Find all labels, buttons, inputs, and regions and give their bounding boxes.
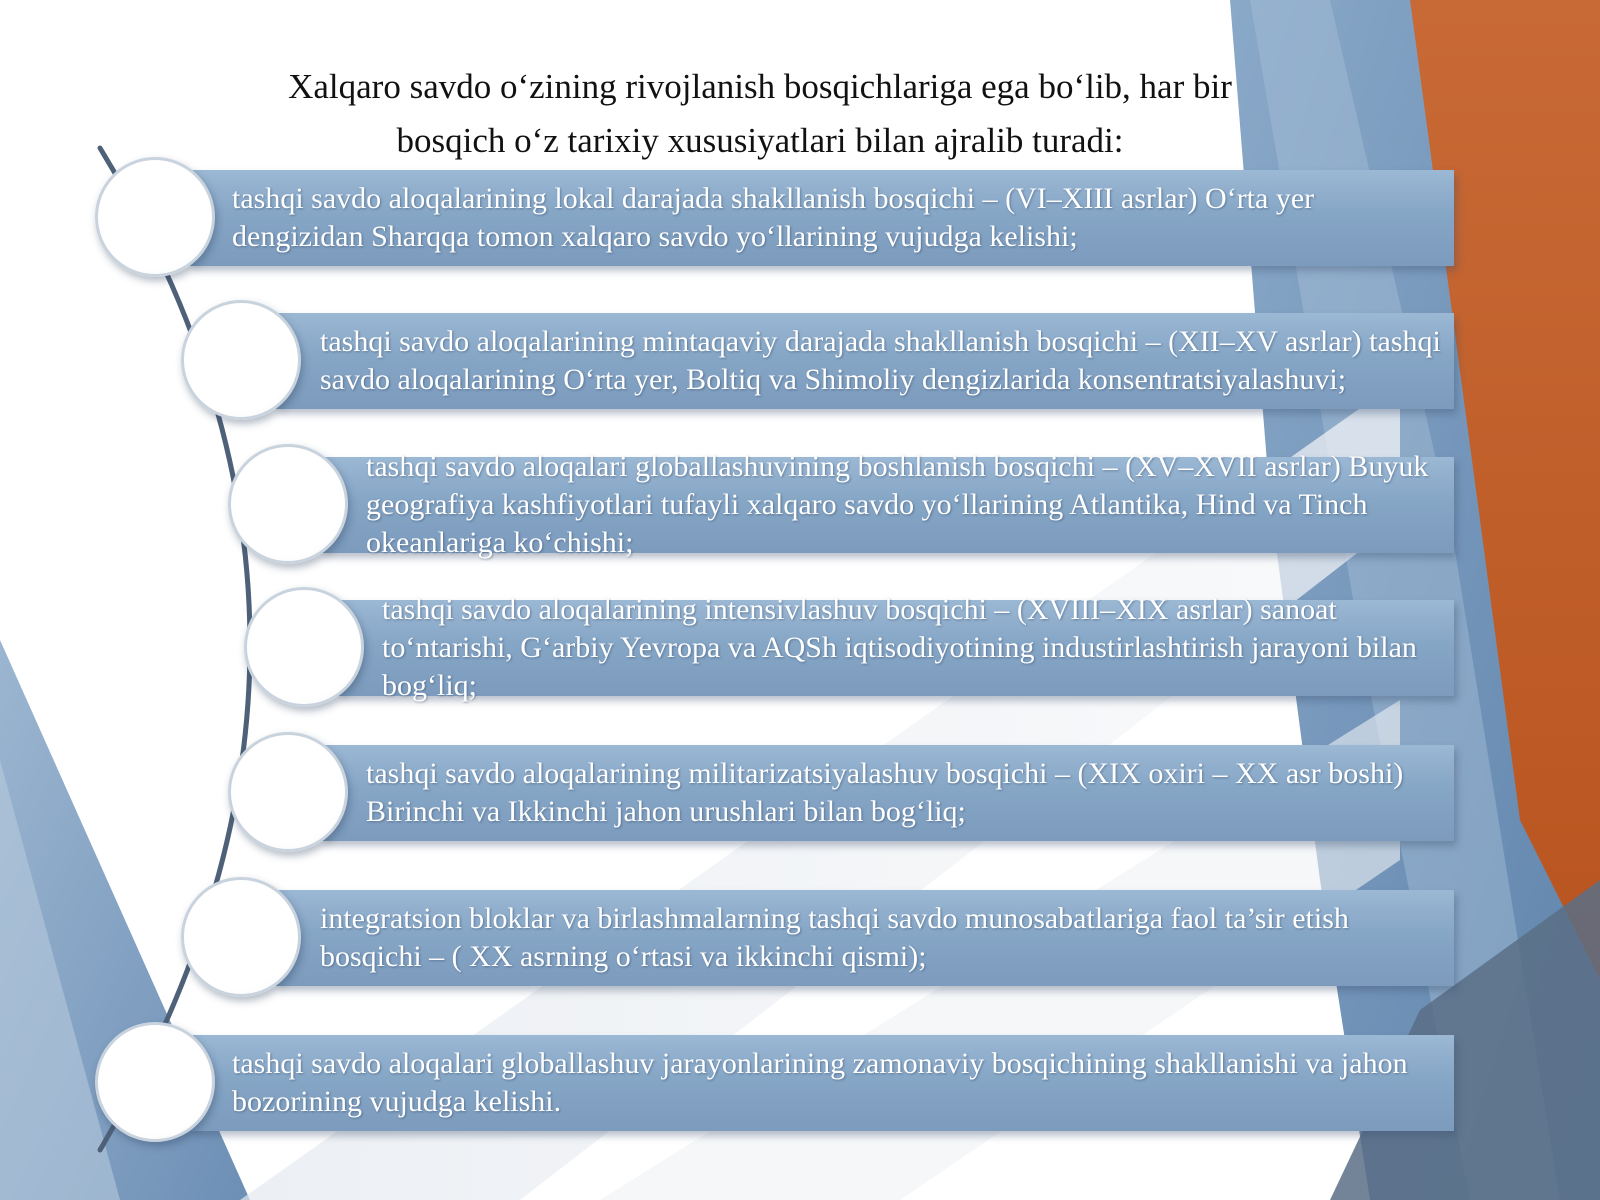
step-text-5: tashqi savdo aloqalarining militarizatsiyalashuv bosqichi – (XIX oxiri – XX asr boshi) Birinchi va Ikkinchi jahon urushlari bilan bog‘liq;: [366, 757, 1404, 828]
step-bar-2: [276, 313, 1454, 409]
step-text-4: tashqi savdo aloqalarining intensivlashuv bosqichi – (XVIII–XIX asrlar) sanoat to‘ntarishi, G‘arbiy Yevropa va AQSh iqtisodiyotining industirlashtirish jarayoni bilan bog‘liq;: [382, 593, 1417, 702]
step-bar-7: [190, 1035, 1454, 1131]
step-text-7: tashqi savdo aloqalari globallashuv jarayonlarining zamonaviy bosqichining shakllanishi va jahon bozorining vujudga kelishi.: [232, 1047, 1408, 1118]
step-marker-5: [228, 732, 348, 852]
step-text-3: tashqi savdo aloqalari globallashuvining boshlanish bosqichi – (XV–XVII asrlar) Buyuk geografiya kashfiyotlari tufayli xalqaro savdo yo‘llarining Atlantika, Hind va Tinch okeanlariga ko‘chishi;: [366, 450, 1429, 559]
step-bar-5: [322, 745, 1454, 841]
step-marker-6: [181, 877, 301, 997]
step-text-1: tashqi savdo aloqalarining lokal darajada shakllanish bosqichi – (VI–XIII asrlar) O‘rta yer dengizidan Sharqqa tomon xalqaro savdo yo‘llarining vujudga kelishi;: [232, 182, 1315, 253]
step-marker-7: [95, 1022, 215, 1142]
step-marker-3: [228, 444, 348, 564]
step-text-6: integratsion bloklar va birlashmalarning tashqi savdo munosabatlariga faol ta’sir etish bosqichi – ( XX asrning o‘rtasi va ikkinchi qismi);: [320, 902, 1349, 973]
slide-title-line-2: bosqich o‘z tarixiy xususiyatlari bilan ajralib turadi:: [396, 121, 1124, 160]
step-bar-3: [322, 450, 1454, 559]
step-bar-6: [276, 890, 1454, 986]
step-bar-4: [338, 593, 1454, 702]
step-marker-4: [244, 587, 364, 707]
step-bar-1: [190, 170, 1454, 266]
step-marker-2: [181, 300, 301, 420]
step-text-2: tashqi savdo aloqalarining mintaqaviy darajada shakllanish bosqichi – (XII–XV asrlar) tashqi savdo aloqalarining O‘rta yer, Boltiq va Shimoliy dengizlarida konsentratsiyalashuvi;: [320, 325, 1441, 396]
slide-title-line-1: Xalqaro savdo o‘zining rivojlanish bosqichlariga ega bo‘lib, har bir: [288, 67, 1232, 106]
step-marker-1: [95, 157, 215, 277]
